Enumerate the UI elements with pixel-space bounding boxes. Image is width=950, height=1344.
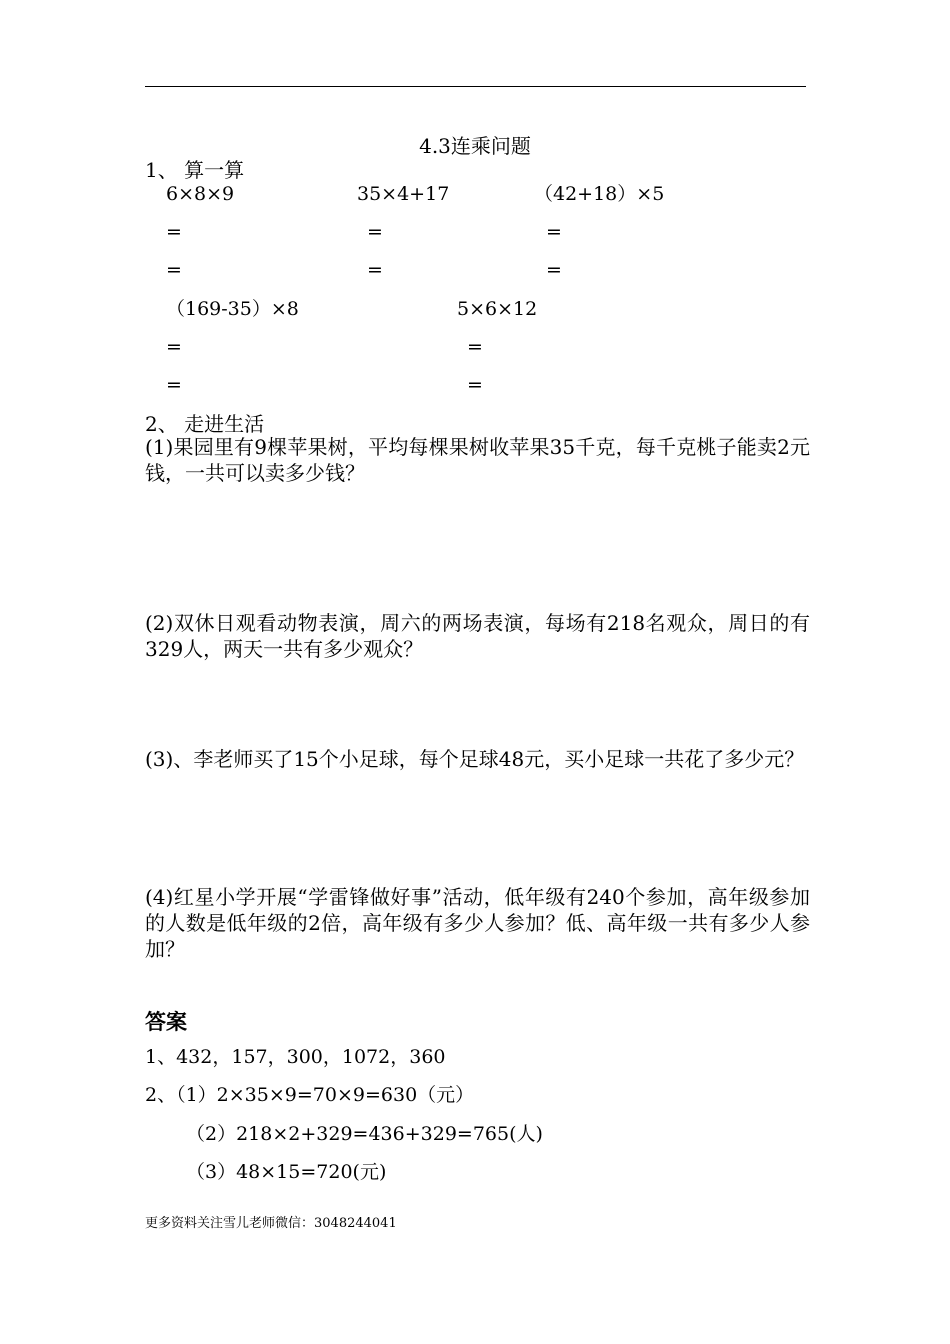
- equals-sign: =: [166, 259, 182, 281]
- equals-sign: =: [166, 336, 182, 358]
- equals-sign: =: [467, 374, 483, 396]
- section2-heading: 2、 走进生活: [145, 412, 265, 436]
- problem-3: （42+18）×5: [534, 183, 665, 205]
- problem-2: 35×4+17: [357, 183, 450, 205]
- answer-2-2: （2）218×2+329=436+329=765(人): [186, 1123, 543, 1145]
- problem-5: 5×6×12: [457, 298, 538, 320]
- equals-sign: =: [166, 374, 182, 396]
- problem-4: （169-35）×8: [166, 298, 299, 320]
- answer-2-3: （3）48×15=720(元): [186, 1161, 387, 1183]
- equals-sign: =: [546, 221, 562, 243]
- equals-sign: =: [367, 221, 383, 243]
- equals-sign: =: [467, 336, 483, 358]
- equals-sign: =: [166, 221, 182, 243]
- answer-1: 1、432，157，300，1072，360: [145, 1046, 446, 1068]
- equals-sign: =: [367, 259, 383, 281]
- page-title: 4.3连乘问题: [419, 134, 531, 158]
- word-problem-1: (1)果园里有9棵苹果树，平均每棵果树收苹果35千克，每千克桃子能卖2元钱，一共可以卖多少钱？: [145, 435, 810, 485]
- word-problem-2: (2)双休日观看动物表演，周六的两场表演，每场有218名观众，周日的有329人，两天一共有多少观众？: [145, 611, 810, 661]
- word-problem-3: (3)、李老师买了15个小足球，每个足球48元，买小足球一共花了多少元？: [145, 747, 805, 771]
- word-problem-4: (4)红星小学开展“学雷锋做好事”活动，低年级有240个参加，高年级参加的人数是低年级的2倍，高年级有多少人参加？低、高年级一共有多少人参加？: [145, 885, 810, 961]
- problem-1: 6×8×9: [166, 183, 235, 205]
- footer-note: 更多资料关注雪儿老师微信：3048244041: [145, 1216, 397, 1231]
- answer-2-1: 2、（1）2×35×9=70×9=630（元）: [145, 1084, 475, 1106]
- section1-heading: 1、 算一算: [145, 158, 245, 182]
- header-rule: [145, 86, 806, 87]
- answer-heading: 答案: [145, 1010, 187, 1034]
- equals-sign: =: [546, 259, 562, 281]
